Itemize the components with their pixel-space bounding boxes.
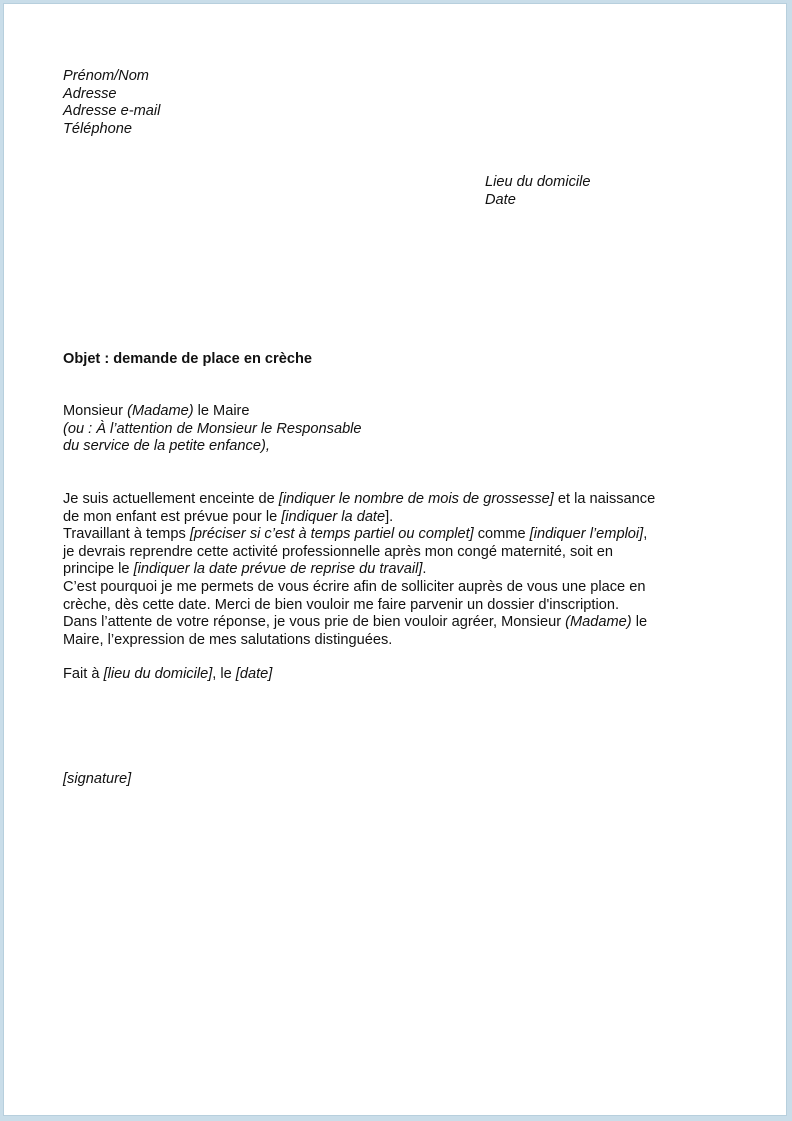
salutation-block <box>63 403 362 456</box>
sender-block <box>63 68 160 138</box>
body-line-5: principe le [indiquer la date prévue de reprise du travail]. <box>63 561 427 578</box>
sender-phone: Téléphone <box>63 120 132 137</box>
place-date-block <box>485 174 590 209</box>
body-line-9: Maire, l’expression de mes salutations distinguées. <box>63 631 393 648</box>
signature-placeholder: [signature] <box>63 771 132 787</box>
sender-address: Adresse <box>63 85 117 102</box>
body-line-1: Je suis actuellement enceinte de [indiquer le nombre de mois de grossesse] et la naissance <box>63 491 656 507</box>
salutation-line-2: (ou : À l’attention de Monsieur le Responsable <box>63 420 362 437</box>
sender-name: Prénom/Nom <box>63 68 149 84</box>
sender-email: Adresse e-mail <box>63 103 161 120</box>
subject-line: Objet : demande de place en crèche <box>63 351 312 367</box>
body-line-2: de mon enfant est prévue pour le [indiquer la date]. <box>63 508 394 525</box>
body-line-3: Travaillant à temps [préciser si c’est à temps partiel ou complet] comme [indiquer l’emploi], <box>63 526 648 543</box>
body-line-7: crèche, dès cette date. Merci de bien vouloir me faire parvenir un dossier d'inscription. <box>63 596 620 613</box>
salutation-line-1: Monsieur (Madame) le Maire <box>63 403 250 419</box>
body-line-8: Dans l’attente de votre réponse, je vous prie de bien vouloir agréer, Monsieur (Madame) le <box>63 614 648 631</box>
place-of-residence: Lieu du domicile <box>485 174 591 190</box>
body-line-6: C’est pourquoi je me permets de vous écrire afin de solliciter auprès de vous une place en <box>63 578 646 595</box>
letter-body <box>63 491 655 649</box>
letter-date: Date <box>485 191 516 208</box>
closing-line: Fait à [lieu du domicile], le [date] <box>63 666 273 682</box>
letter-page <box>3 3 787 1116</box>
salutation-line-3: du service de la petite enfance), <box>63 438 270 455</box>
body-line-4: je devrais reprendre cette activité professionnelle après mon congé maternité, soit en <box>63 543 613 560</box>
